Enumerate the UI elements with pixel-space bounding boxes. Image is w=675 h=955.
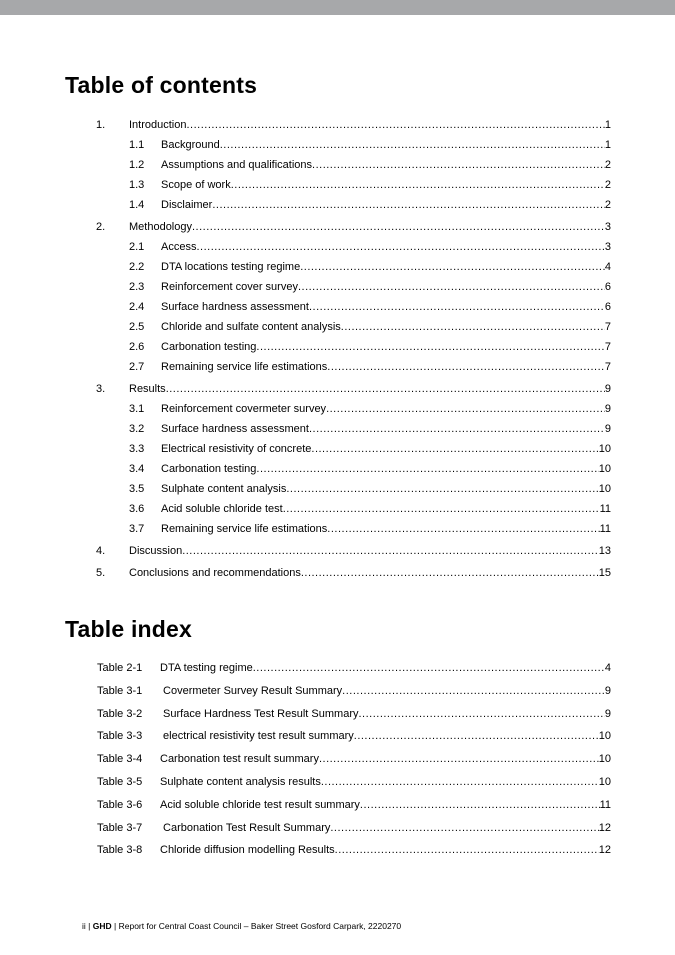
toc-entry[interactable] (0, 340, 675, 354)
toc-entry-page: 1 (604, 119, 611, 131)
toc-entry-title: Disclaimer (161, 199, 213, 211)
toc-entry-page: 13 (598, 545, 611, 557)
table-index-entry[interactable] (0, 661, 675, 675)
table-index-title: Covermeter Survey Result Summary (160, 685, 343, 697)
table-index-entry[interactable] (0, 843, 675, 857)
toc-entry-title: Background (161, 139, 220, 151)
toc-entry-number: 3.4 (129, 463, 145, 475)
toc-entry-number: 5. (96, 567, 106, 579)
toc-entry-number: 3.2 (129, 423, 145, 435)
toc-entry-title: Discussion (129, 545, 183, 557)
dot-leader (360, 798, 600, 812)
table-index-page: 9 (604, 708, 611, 720)
table-index-heading: Table index (65, 616, 193, 642)
dot-leader (186, 118, 604, 132)
table-index-number: Table 3-7 (97, 822, 143, 834)
toc-entry-number: 3.7 (129, 523, 145, 535)
dot-leader (309, 300, 605, 314)
table-index-title: Sulphate content analysis results (160, 776, 321, 788)
toc-entry-number: 2.3 (129, 281, 145, 293)
toc-entry[interactable] (0, 544, 675, 558)
dot-leader (326, 402, 605, 416)
toc-entry-title: Remaining service life estimations (161, 523, 328, 535)
toc-entry[interactable] (0, 138, 675, 152)
dot-leader (301, 566, 599, 580)
toc-entry-title: Methodology (129, 221, 192, 233)
dot-leader (253, 661, 605, 675)
table-index-number: Table 3-2 (97, 708, 143, 720)
table-index-title: Carbonation test result summary (160, 753, 319, 765)
toc-entry-title: Carbonation testing (161, 463, 257, 475)
toc-entry-page: 11 (599, 503, 611, 515)
toc-entry-title: Chloride and sulfate content analysis (161, 321, 341, 333)
toc-entry-page: 9 (604, 423, 611, 435)
toc-entry[interactable] (0, 522, 675, 536)
table-index-entry[interactable] (0, 729, 675, 743)
table-index-number: Table 3-5 (97, 776, 143, 788)
toc-entry[interactable] (0, 360, 675, 374)
toc-entry-title: Results (129, 383, 166, 395)
dot-leader (311, 442, 598, 456)
toc-entry[interactable] (0, 566, 675, 580)
table-index-number: Table 3-8 (97, 844, 143, 856)
table-index-entry[interactable] (0, 775, 675, 789)
toc-entry-number: 1.4 (129, 199, 145, 211)
footer-separator: | (88, 921, 91, 931)
toc-entry[interactable] (0, 382, 675, 396)
table-index-page: 4 (604, 662, 611, 674)
toc-entry[interactable] (0, 300, 675, 314)
dot-leader (327, 522, 599, 536)
toc-entry-page: 9 (604, 383, 611, 395)
toc-entry-page: 9 (604, 403, 611, 415)
dot-leader (358, 707, 604, 721)
toc-entry-page: 2 (604, 159, 611, 171)
toc-entry-number: 2.4 (129, 301, 145, 313)
toc-entry-page: 7 (604, 361, 611, 373)
dot-leader (182, 544, 599, 558)
toc-entry-page: 7 (604, 321, 611, 333)
toc-entry-page: 6 (604, 281, 611, 293)
toc-entry-title: Carbonation testing (161, 341, 257, 353)
table-index-page: 10 (598, 730, 611, 742)
toc-entry-title: Remaining service life estimations (161, 361, 328, 373)
table-index-entry[interactable] (0, 684, 675, 698)
toc-entry-title: Electrical resistivity of concrete (161, 443, 312, 455)
page-footer (82, 921, 401, 931)
toc-entry[interactable] (0, 402, 675, 416)
dot-leader (342, 684, 605, 698)
footer-page-number: ii (82, 921, 86, 931)
toc-entry[interactable] (0, 482, 675, 496)
toc-entry-number: 1.3 (129, 179, 145, 191)
table-index-title: Chloride diffusion modelling Results (160, 844, 335, 856)
page-top-bar (0, 0, 675, 15)
table-index-number: Table 3-4 (97, 753, 143, 765)
dot-leader (256, 462, 598, 476)
dot-leader (220, 138, 605, 152)
toc-entry-number: 2. (96, 221, 106, 233)
toc-entry[interactable] (0, 240, 675, 254)
toc-entry-number: 1.1 (129, 139, 145, 151)
dot-leader (335, 843, 599, 857)
dot-leader (298, 280, 605, 294)
toc-entry[interactable] (0, 220, 675, 234)
footer-separator: | (114, 921, 117, 931)
toc-entry[interactable] (0, 280, 675, 294)
toc-entry-number: 3.6 (129, 503, 145, 515)
toc-entry-page: 2 (604, 179, 611, 191)
toc-entry-number: 3. (96, 383, 106, 395)
table-index-page: 11 (599, 799, 611, 811)
toc-entry-number: 3.1 (129, 403, 145, 415)
table-index-number: Table 2-1 (97, 662, 143, 674)
table-index-entry[interactable] (0, 707, 675, 721)
dot-leader (256, 340, 604, 354)
dot-leader (312, 158, 605, 172)
toc-entry-page: 1 (604, 139, 611, 151)
table-index-number: Table 3-3 (97, 730, 143, 742)
toc-entry-page: 15 (598, 567, 611, 579)
toc-entry[interactable] (0, 260, 675, 274)
toc-entry[interactable] (0, 198, 675, 212)
table-index-title: Surface Hardness Test Result Summary (160, 708, 359, 720)
toc-entry-page: 3 (604, 241, 611, 253)
table-index-page: 12 (598, 822, 611, 834)
dot-leader (354, 729, 599, 743)
dot-leader (192, 220, 605, 234)
toc-entry-page: 4 (604, 261, 611, 273)
toc-entry-page: 10 (598, 463, 611, 475)
toc-entry[interactable] (0, 320, 675, 334)
toc-entry-page: 6 (604, 301, 611, 313)
toc-entry[interactable] (0, 178, 675, 192)
toc-entry-number: 2.2 (129, 261, 145, 273)
toc-entry[interactable] (0, 422, 675, 436)
dot-leader (330, 821, 598, 835)
dot-leader (166, 382, 605, 396)
toc-entry-title: Introduction (129, 119, 187, 131)
footer-brand: GHD (92, 921, 112, 931)
toc-entry-title: Surface hardness assessment (161, 423, 309, 435)
toc-entry-title: Sulphate content analysis (161, 483, 287, 495)
toc-entry-number: 3.5 (129, 483, 145, 495)
toc-entry-title: Acid soluble chloride test (161, 503, 283, 515)
table-index-title: Acid soluble chloride test result summary (160, 799, 360, 811)
toc-entry-page: 2 (604, 199, 611, 211)
toc-entry-page: 7 (604, 341, 611, 353)
table-index-entry[interactable] (0, 752, 675, 766)
dot-leader (319, 752, 599, 766)
toc-entry-title: Conclusions and recommendations (129, 567, 301, 579)
toc-entry-title: Reinforcement cover survey (161, 281, 298, 293)
toc-entry-title: Access (161, 241, 197, 253)
table-index-page: 9 (604, 685, 611, 697)
toc-entry[interactable] (0, 502, 675, 516)
toc-heading: Table of contents (65, 72, 258, 98)
toc-entry-title: Scope of work (161, 179, 231, 191)
toc-entry-page: 3 (604, 221, 611, 233)
toc-entry-title: Reinforcement covermeter survey (161, 403, 327, 415)
toc-entry-title: Assumptions and qualifications (161, 159, 313, 171)
dot-leader (341, 320, 605, 334)
toc-entry[interactable] (0, 158, 675, 172)
dot-leader (300, 260, 605, 274)
toc-entry[interactable] (0, 442, 675, 456)
dot-leader (212, 198, 605, 212)
toc-entry-number: 3.3 (129, 443, 145, 455)
toc-entry-page: 11 (599, 523, 611, 535)
footer-text: Report for Central Coast Council – Baker Street Gosford Carpark, 2220270 (118, 921, 402, 931)
toc-entry-number: 1. (96, 119, 106, 131)
table-index-entry[interactable] (0, 798, 675, 812)
toc-entry-number: 2.7 (129, 361, 145, 373)
toc-entry-title: DTA locations testing regime (161, 261, 301, 273)
toc-entry-number: 1.2 (129, 159, 145, 171)
toc-entry[interactable] (0, 462, 675, 476)
dot-leader (196, 240, 604, 254)
table-index-title: Carbonation Test Result Summary (160, 822, 331, 834)
toc-entry-page: 10 (598, 483, 611, 495)
toc-entry-page: 10 (598, 443, 611, 455)
table-index-page: 10 (598, 776, 611, 788)
toc-entry-number: 4. (96, 545, 106, 557)
table-index-number: Table 3-1 (97, 685, 143, 697)
table-index-title: DTA testing regime (160, 662, 253, 674)
toc-entry-number: 2.6 (129, 341, 145, 353)
toc-entry[interactable] (0, 118, 675, 132)
table-index-page: 10 (598, 753, 611, 765)
toc-entry-number: 2.5 (129, 321, 145, 333)
dot-leader (309, 422, 605, 436)
toc-entry-title: Surface hardness assessment (161, 301, 309, 313)
table-index-entry[interactable] (0, 821, 675, 835)
dot-leader (231, 178, 605, 192)
table-index-title: electrical resistivity test result summary (160, 730, 354, 742)
table-index-number: Table 3-6 (97, 799, 143, 811)
table-index-page: 12 (598, 844, 611, 856)
dot-leader (327, 360, 605, 374)
toc-entry-number: 2.1 (129, 241, 145, 253)
dot-leader (321, 775, 599, 789)
dot-leader (286, 482, 598, 496)
dot-leader (283, 502, 600, 516)
